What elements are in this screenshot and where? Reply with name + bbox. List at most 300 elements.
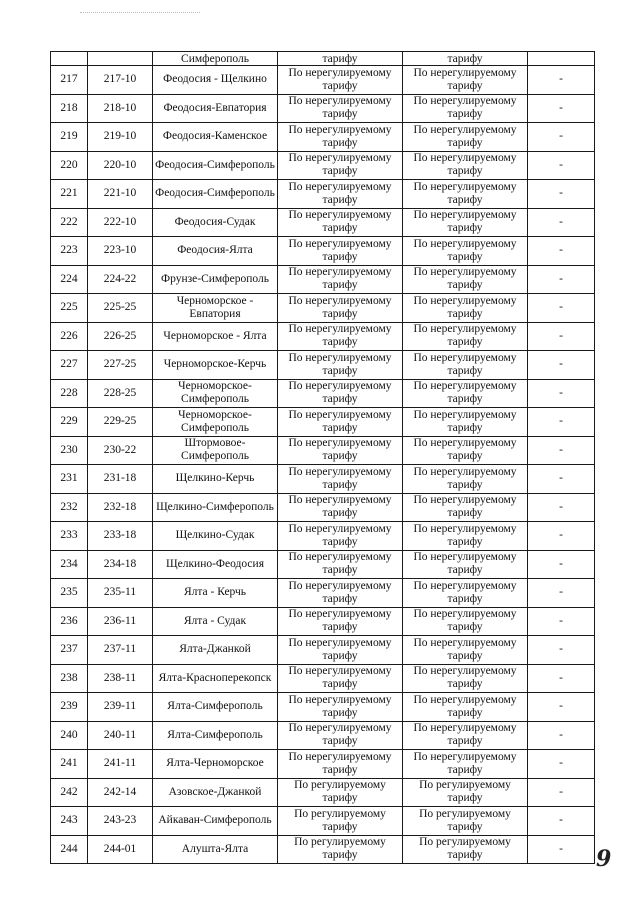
cell-tariff-2-text: По нерегулируемому тарифу — [413, 722, 517, 748]
cell-tariff-2 — [403, 807, 528, 836]
cell-tariff-1 — [278, 208, 403, 237]
cell-tariff-2-text: По нерегулируемому тарифу — [413, 323, 517, 349]
cell-tariff-1-text: По нерегулируемому тарифу — [288, 437, 392, 463]
cell-tariff-1-text: По нерегулируемому тарифу — [288, 266, 392, 292]
cell-code-text: 219-10 — [103, 130, 137, 143]
cell-tariff-2-text: По нерегулируемому тарифу — [413, 608, 517, 634]
cell-tariff-2-text: По нерегулируемому тарифу — [413, 123, 517, 149]
cell-route-text: Феодосия-Ялта — [177, 244, 253, 257]
cell-route — [153, 94, 278, 123]
cell-tariff-1 — [278, 579, 403, 608]
cell-code — [88, 835, 153, 864]
cell-route — [153, 807, 278, 836]
cell-route — [153, 664, 278, 693]
cell-tariff-2 — [403, 379, 528, 408]
cell-extra — [528, 52, 595, 66]
cell-tariff-2 — [403, 778, 528, 807]
cell-num — [51, 721, 88, 750]
cell-extra-text: - — [559, 158, 563, 171]
cell-tariff-1-text: По нерегулируемому тарифу — [288, 123, 392, 149]
cell-route-text: Ялта-Симферополь — [167, 728, 263, 741]
cell-tariff-2-text: По нерегулируемому тарифу — [413, 522, 517, 548]
cell-extra-text: - — [559, 415, 563, 428]
cell-code — [88, 807, 153, 836]
cell-tariff-1 — [278, 807, 403, 836]
cell-tariff-2 — [403, 835, 528, 864]
cell-tariff-1-text: По нерегулируемому тарифу — [288, 209, 392, 235]
cell-num — [51, 180, 88, 209]
cell-code — [88, 66, 153, 95]
cell-tariff-1-text: По нерегулируемому тарифу — [288, 636, 392, 662]
cell-route-text: Ялта - Керчь — [183, 586, 247, 599]
cell-extra-text: - — [559, 842, 563, 855]
cell-extra — [528, 180, 595, 209]
cell-tariff-1-text: По нерегулируемому тарифу — [288, 750, 392, 776]
cell-num-text: 226 — [60, 329, 78, 342]
cell-code — [88, 636, 153, 665]
table-row — [51, 151, 595, 180]
cell-extra — [528, 151, 595, 180]
cell-code-text: 229-25 — [103, 415, 137, 428]
cell-route-text: Штормовое-Симферополь — [181, 437, 249, 463]
cell-tariff-2-text: По регулируемому тарифу — [419, 807, 511, 833]
cell-route — [153, 265, 278, 294]
cell-num — [51, 322, 88, 351]
cell-extra-text: - — [559, 329, 563, 342]
cell-num-text: 236 — [60, 614, 78, 627]
cell-tariff-2 — [403, 94, 528, 123]
cell-extra-text: - — [559, 500, 563, 513]
cell-route-text: Черноморское-Керчь — [163, 358, 267, 371]
scan-artifact-dots — [80, 12, 200, 19]
cell-route-text: Черноморское-Симферополь — [178, 408, 252, 434]
table-row — [51, 322, 595, 351]
cell-extra — [528, 408, 595, 437]
cell-extra-text: - — [559, 700, 563, 713]
cell-route: Симферополь — [153, 52, 278, 66]
cell-tariff-2 — [403, 636, 528, 665]
cell-tariff-2-text: По нерегулируемому тарифу — [413, 636, 517, 662]
cell-code — [88, 664, 153, 693]
cell-num-text: 235 — [60, 586, 78, 599]
cell-code — [88, 778, 153, 807]
cell-num — [51, 208, 88, 237]
cell-tariff-1 — [278, 322, 403, 351]
cell-route — [153, 379, 278, 408]
cell-tariff-1 — [278, 436, 403, 465]
cell-extra-text: - — [559, 187, 563, 200]
table-row — [51, 522, 595, 551]
cell-num — [51, 778, 88, 807]
cell-extra-text: - — [559, 529, 563, 542]
cell-num — [51, 493, 88, 522]
page-number: 9 — [596, 846, 612, 872]
cell-tariff-2-text: По нерегулируемому тарифу — [413, 437, 517, 463]
table-row-continuation — [51, 52, 595, 66]
cell-extra — [528, 265, 595, 294]
cell-code — [88, 237, 153, 266]
cell-tariff-1-text: По нерегулируемому тарифу — [288, 465, 392, 491]
cell-extra-text: - — [559, 757, 563, 770]
cell-tariff-2 — [403, 408, 528, 437]
cell-code — [88, 123, 153, 152]
cell-code — [88, 579, 153, 608]
cell-route — [153, 607, 278, 636]
cell-route — [153, 693, 278, 722]
cell-extra — [528, 123, 595, 152]
cell-code-text: 218-10 — [103, 101, 137, 114]
cell-tariff-2 — [403, 550, 528, 579]
cell-extra — [528, 835, 595, 864]
table-row — [51, 550, 595, 579]
cell-tariff-2 — [403, 265, 528, 294]
cell-route — [153, 237, 278, 266]
cell-tariff-2-text: По нерегулируемому тарифу — [413, 294, 517, 320]
cell-num-text: 241 — [60, 757, 78, 770]
cell-route — [153, 835, 278, 864]
cell-extra-text: - — [559, 814, 563, 827]
cell-tariff-2-text: По нерегулируемому тарифу — [413, 494, 517, 520]
cell-tariff-1 — [278, 237, 403, 266]
cell-code — [88, 550, 153, 579]
cell-route-text: Ялта - Судак — [183, 614, 247, 627]
cell-extra — [528, 94, 595, 123]
cell-num-text: 239 — [60, 700, 78, 713]
cell-code — [88, 294, 153, 323]
cell-tariff-1 — [278, 151, 403, 180]
cell-tariff-1 — [278, 750, 403, 779]
cell-num — [51, 807, 88, 836]
cell-tariff-1-text: По нерегулируемому тарифу — [288, 665, 392, 691]
cell-code-text: 230-22 — [103, 443, 137, 456]
cell-code-text: 236-11 — [103, 614, 137, 627]
cell-code — [88, 379, 153, 408]
cell-tariff-1-text: По нерегулируемому тарифу — [288, 66, 392, 92]
cell-num-text: 231 — [60, 472, 78, 485]
cell-code-text: 234-18 — [103, 557, 137, 570]
cell-tariff-1 — [278, 379, 403, 408]
cell-num-text: 222 — [60, 215, 78, 228]
cell-tariff-1-text: По нерегулируемому тарифу — [288, 551, 392, 577]
cell-extra — [528, 322, 595, 351]
cell-code-text: 237-11 — [103, 643, 137, 656]
cell-code-text: 221-10 — [103, 187, 137, 200]
table-row — [51, 493, 595, 522]
cell-tariff-1 — [278, 465, 403, 494]
cell-num — [51, 66, 88, 95]
cell-tariff-1-text: По нерегулируемому тарифу — [288, 408, 392, 434]
cell-route-text: Феодосия-Судак — [174, 215, 256, 228]
table-row — [51, 66, 595, 95]
table-row — [51, 265, 595, 294]
table-row — [51, 835, 595, 864]
cell-tariff-1 — [278, 778, 403, 807]
cell-extra-text: - — [559, 586, 563, 599]
cell-code-text: 225-25 — [103, 301, 137, 314]
cell-tariff-2-text: По нерегулируемому тарифу — [413, 465, 517, 491]
cell-tariff-1 — [278, 408, 403, 437]
cell-tariff-2 — [403, 180, 528, 209]
cell-extra — [528, 636, 595, 665]
cell-num-text: 218 — [60, 101, 78, 114]
cell-num — [51, 294, 88, 323]
cell-extra-text: - — [559, 728, 563, 741]
cell-code-text: 243-23 — [103, 814, 137, 827]
cell-route — [153, 465, 278, 494]
table-row — [51, 408, 595, 437]
cell-route-text: Щелкино-Симферополь — [156, 500, 274, 513]
cell-route-text: Черноморское-Симферополь — [178, 380, 252, 406]
cell-tariff-2-text: По нерегулируемому тарифу — [413, 551, 517, 577]
cell-tariff-2 — [403, 493, 528, 522]
cell-tariff-2 — [403, 664, 528, 693]
cell-route — [153, 180, 278, 209]
cell-tariff-1-text: По нерегулируемому тарифу — [288, 294, 392, 320]
cell-num-text: 233 — [60, 529, 78, 542]
cell-num — [51, 265, 88, 294]
cell-num-text: 224 — [60, 272, 78, 285]
table-row — [51, 721, 595, 750]
cell-route — [153, 778, 278, 807]
cell-code — [88, 180, 153, 209]
cell-tariff-1-text: По нерегулируемому тарифу — [288, 180, 392, 206]
cell-route — [153, 208, 278, 237]
cell-tariff-2 — [403, 522, 528, 551]
table-row — [51, 294, 595, 323]
cell-route — [153, 493, 278, 522]
cell-num-text: 220 — [60, 158, 78, 171]
cell-code — [88, 607, 153, 636]
cell-tariff-2 — [403, 721, 528, 750]
cell-code-text: 231-18 — [103, 472, 137, 485]
cell-tariff-1-text: По нерегулируемому тарифу — [288, 579, 392, 605]
cell-extra — [528, 693, 595, 722]
cell-route — [153, 294, 278, 323]
cell-route-text: Черноморское - Ялта — [163, 329, 267, 342]
cell-tariff-1 — [278, 835, 403, 864]
cell-extra-text: - — [559, 614, 563, 627]
table-row — [51, 123, 595, 152]
cell-code — [88, 151, 153, 180]
cell-route — [153, 66, 278, 95]
cell-extra — [528, 807, 595, 836]
cell-route-text: Щелкино-Керчь — [175, 472, 255, 485]
cell-route-text: Феодосия-Евпатория — [163, 101, 267, 114]
cell-route-text: Феодосия-Симферополь — [155, 187, 275, 200]
cell-extra-text: - — [559, 643, 563, 656]
cell-route-text: Феодосия - Щелкино — [163, 73, 267, 86]
cell-tariff-1 — [278, 721, 403, 750]
table-row — [51, 750, 595, 779]
cell-route — [153, 721, 278, 750]
cell-tariff-1 — [278, 550, 403, 579]
cell-route-text: Феодосия-Каменское — [162, 130, 268, 143]
cell-num-text: 228 — [60, 386, 78, 399]
cell-tariff-1-text: По нерегулируемому тарифу — [288, 522, 392, 548]
cell-tariff-1-text: По нерегулируемому тарифу — [288, 722, 392, 748]
table-row — [51, 379, 595, 408]
cell-num — [51, 351, 88, 380]
cell-extra-text: - — [559, 785, 563, 798]
table-row — [51, 208, 595, 237]
cell-code — [88, 522, 153, 551]
table-row — [51, 693, 595, 722]
cell-num-text: 219 — [60, 130, 78, 143]
cell-num-text: 217 — [60, 73, 78, 86]
cell-extra — [528, 351, 595, 380]
cell-code-text: 223-10 — [103, 244, 137, 257]
cell-code-text: 235-11 — [103, 586, 137, 599]
cell-num — [51, 664, 88, 693]
cell-tariff-1 — [278, 664, 403, 693]
cell-code — [88, 721, 153, 750]
cell-tariff-2-text: По нерегулируемому тарифу — [413, 180, 517, 206]
cell-route-text: Щелкино-Судак — [175, 529, 255, 542]
cell-route — [153, 436, 278, 465]
cell-tariff-1-text: По нерегулируемому тарифу — [288, 152, 392, 178]
cell-route-text: Ялта-Симферополь — [167, 700, 263, 713]
cell-code-text: 227-25 — [103, 358, 137, 371]
cell-num — [51, 636, 88, 665]
cell-tariff-2-text: По нерегулируемому тарифу — [413, 380, 517, 406]
table-row — [51, 807, 595, 836]
cell-num-text: 243 — [60, 814, 78, 827]
cell-tariff-2: тарифу — [403, 52, 528, 66]
cell-tariff-2-text: По нерегулируемому тарифу — [413, 579, 517, 605]
cell-route — [153, 408, 278, 437]
cell-num-text: 223 — [60, 244, 78, 257]
cell-num — [51, 52, 88, 66]
cell-num-text: 238 — [60, 671, 78, 684]
cell-extra — [528, 294, 595, 323]
cell-tariff-1 — [278, 607, 403, 636]
cell-num — [51, 94, 88, 123]
cell-tariff-2-text: По нерегулируемому тарифу — [413, 750, 517, 776]
cell-num — [51, 465, 88, 494]
cell-code-text: 222-10 — [103, 215, 137, 228]
cell-num — [51, 579, 88, 608]
cell-tariff-2 — [403, 294, 528, 323]
cell-tariff-2-text: По регулируемому тарифу — [419, 779, 511, 805]
cell-num-text: 244 — [60, 842, 78, 855]
cell-tariff-2-text: По нерегулируемому тарифу — [413, 665, 517, 691]
cell-extra-text: - — [559, 671, 563, 684]
table-row — [51, 465, 595, 494]
cell-tariff-1-text: По нерегулируемому тарифу — [288, 494, 392, 520]
cell-code — [88, 265, 153, 294]
table-row — [51, 607, 595, 636]
cell-code-text: 232-18 — [103, 500, 137, 513]
table-row — [51, 237, 595, 266]
cell-tariff-2-text: По нерегулируемому тарифу — [413, 66, 517, 92]
cell-tariff-1-text: По нерегулируемому тарифу — [288, 693, 392, 719]
cell-route — [153, 351, 278, 380]
cell-num-text: 225 — [60, 301, 78, 314]
cell-tariff-1-text: По регулируемому тарифу — [294, 807, 386, 833]
cell-num — [51, 379, 88, 408]
cell-route-text: Щелкино-Феодосия — [166, 557, 264, 570]
routes-table-body — [51, 52, 595, 864]
table-row — [51, 664, 595, 693]
cell-code-text: 240-11 — [103, 728, 137, 741]
cell-tariff-1 — [278, 493, 403, 522]
cell-tariff-1-text: По нерегулируемому тарифу — [288, 351, 392, 377]
cell-code-text: 224-22 — [103, 272, 137, 285]
cell-tariff-2-text: По нерегулируемому тарифу — [413, 351, 517, 377]
cell-route — [153, 151, 278, 180]
cell-extra-text: - — [559, 215, 563, 228]
cell-num-text: 221 — [60, 187, 78, 200]
cell-tariff-2 — [403, 436, 528, 465]
cell-code-text: 239-11 — [103, 700, 137, 713]
cell-extra-text: - — [559, 358, 563, 371]
cell-code — [88, 408, 153, 437]
table-row — [51, 180, 595, 209]
cell-route — [153, 636, 278, 665]
cell-route-text: Азовское-Джанкой — [168, 785, 262, 798]
cell-tariff-1-text: По регулируемому тарифу — [294, 779, 386, 805]
cell-extra-text: - — [559, 472, 563, 485]
cell-tariff-2 — [403, 237, 528, 266]
cell-extra — [528, 237, 595, 266]
cell-tariff-2-text: По нерегулируемому тарифу — [413, 693, 517, 719]
cell-num-text: 240 — [60, 728, 78, 741]
cell-extra-text: - — [559, 244, 563, 257]
cell-extra-text: - — [559, 130, 563, 143]
cell-extra-text: - — [559, 101, 563, 114]
cell-tariff-2 — [403, 693, 528, 722]
cell-extra — [528, 664, 595, 693]
cell-extra — [528, 750, 595, 779]
cell-extra — [528, 607, 595, 636]
cell-code-text: 238-11 — [103, 671, 137, 684]
cell-num-text: 227 — [60, 358, 78, 371]
cell-num — [51, 237, 88, 266]
cell-num — [51, 408, 88, 437]
cell-extra — [528, 550, 595, 579]
cell-tariff-1-text: По нерегулируемому тарифу — [288, 380, 392, 406]
cell-num — [51, 607, 88, 636]
cell-route — [153, 579, 278, 608]
cell-code-text: 233-18 — [103, 529, 137, 542]
cell-route-text: Айкаван-Симферополь — [158, 814, 272, 827]
cell-route — [153, 322, 278, 351]
cell-extra-text: - — [559, 443, 563, 456]
table-row — [51, 436, 595, 465]
cell-tariff-1 — [278, 636, 403, 665]
cell-tariff-2 — [403, 322, 528, 351]
cell-num — [51, 151, 88, 180]
cell-route-text: Феодосия-Симферополь — [155, 158, 275, 171]
cell-extra — [528, 522, 595, 551]
cell-code-text: 228-25 — [103, 386, 137, 399]
cell-code-text: 226-25 — [103, 329, 137, 342]
cell-code — [88, 750, 153, 779]
cell-num-text: 242 — [60, 785, 78, 798]
cell-code — [88, 436, 153, 465]
cell-route-text: Ялта-Джанкой — [179, 643, 251, 656]
table-row — [51, 636, 595, 665]
cell-extra — [528, 493, 595, 522]
cell-extra-text: - — [559, 272, 563, 285]
cell-tariff-1 — [278, 265, 403, 294]
cell-tariff-1-text: По нерегулируемому тарифу — [288, 323, 392, 349]
cell-extra — [528, 465, 595, 494]
cell-num — [51, 693, 88, 722]
cell-code — [88, 208, 153, 237]
cell-num-text: 230 — [60, 443, 78, 456]
cell-num — [51, 835, 88, 864]
